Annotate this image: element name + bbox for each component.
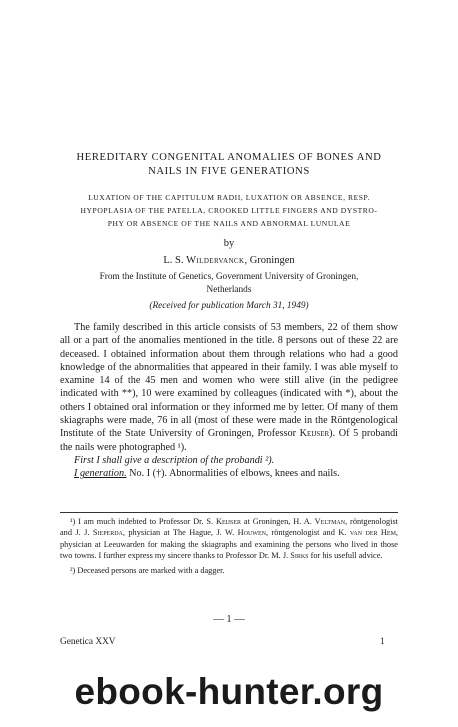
affiliation-line-1: From the Institute of Genetics, Government University of Groningen, <box>99 272 359 282</box>
footnotes <box>60 516 398 576</box>
footnote-1-name-2: Veltman <box>314 517 346 526</box>
paragraph-3 <box>60 467 398 480</box>
by-line: by <box>223 238 235 249</box>
footnote-1-name-6: Sirks <box>290 551 309 561</box>
title-line-2: NAILS IN FIVE GENERATIONS <box>148 166 310 177</box>
journal-name: Genetica XXV <box>60 637 116 647</box>
footnote-1 <box>60 516 398 562</box>
author-place: , Groningen <box>244 255 295 266</box>
title-line-1: HEREDITARY CONGENITAL ANOMALIES OF BONES AND <box>76 152 382 163</box>
footnote-1-text-g: for his usefull advice. <box>308 551 383 561</box>
footnote-rule <box>60 512 398 513</box>
footnote-1-text-c: , röntgenologist and J. J. <box>60 517 398 538</box>
paragraph-3-text: No. I (†). Abnormalities of elbows, knees and nails. <box>126 468 340 480</box>
page-number: 1 <box>380 637 385 647</box>
footnote-1-name-5: van der Hem <box>349 528 396 538</box>
article-subtitle <box>60 191 398 230</box>
author <box>0 255 458 266</box>
footnote-1-name-3: Sieperda <box>92 528 123 538</box>
paragraph-1-text-b: ). Of 5 probandi the nails were photographed ¹). <box>60 428 398 453</box>
footnote-1-name-4: Houwen <box>237 528 266 538</box>
article-title <box>60 151 398 179</box>
received-date: (Received for publication March 31, 1949) <box>149 301 309 311</box>
watermark-logo: ebook-hunter.org <box>74 671 384 712</box>
footnote-1-name-1: Keijser <box>216 517 241 526</box>
footnote-1-text-b: at Groningen, H. A. <box>241 517 315 526</box>
name-keijser: Keijser <box>299 428 330 440</box>
subtitle-line-3: PHY OR ABSENCE OF THE NAILS AND ABNORMAL LUNULAE <box>107 219 351 228</box>
paragraph-2: First I shall give a description of the probandi ²). <box>74 454 275 466</box>
paragraph-1 <box>60 321 398 454</box>
generation-label: I generation. <box>74 468 127 480</box>
body-text <box>60 321 398 481</box>
affiliation <box>60 271 398 297</box>
subtitle-line-1: LUXATION OF THE CAPITULUM RADII, LUXATION OR ABSENCE, RESP. <box>88 193 370 202</box>
footnote-2: ²) Deceased persons are marked with a dagger. <box>70 565 225 575</box>
author-surname: Wildervanck <box>186 255 245 266</box>
subtitle-line-2: HYPOPLASIA OF THE PATELLA, CROOKED LITTLE FINGERS AND DYSTRO- <box>80 206 378 215</box>
page-marker: — 1 — <box>213 614 245 625</box>
affiliation-line-2: Netherlands <box>206 285 252 295</box>
footnote-1-text-d: , physician at The Hague, J. W. <box>122 528 238 538</box>
author-initials: L. S. <box>163 255 187 266</box>
footnote-1-text-a: ¹) I am much indebted to Professor Dr. S. <box>70 517 216 526</box>
footnote-1-text-e: , röntgenologist and K. <box>265 528 350 538</box>
footnote-1-text-f: , physician at Leeuwarden for making the skiagraphs and examining the persons who lived in those two towns. I further express my sincere thanks to Professor Dr. M. J. <box>60 528 398 561</box>
paragraph-1-text-a: The family described in this article consists of 53 members, 22 of them show all or a part of the anomalies mentioned in the title. 8 persons out of these 22 are deceased. I obtained information about them through relations who had a good knowledge of the abnormalities that appeared in their family. I was able myself to examine 14 of the 45 men and women who were still alive (in the pedigree indicated with **), 10 were examined by colleagues (indicated with *), about the others I obtained oral information or they informed me by letter. Of many of them skiagraphs were made, 76 in all (most of these were made in the Röntgenological Institute of the State University of Groningen, Professor <box>60 322 398 440</box>
